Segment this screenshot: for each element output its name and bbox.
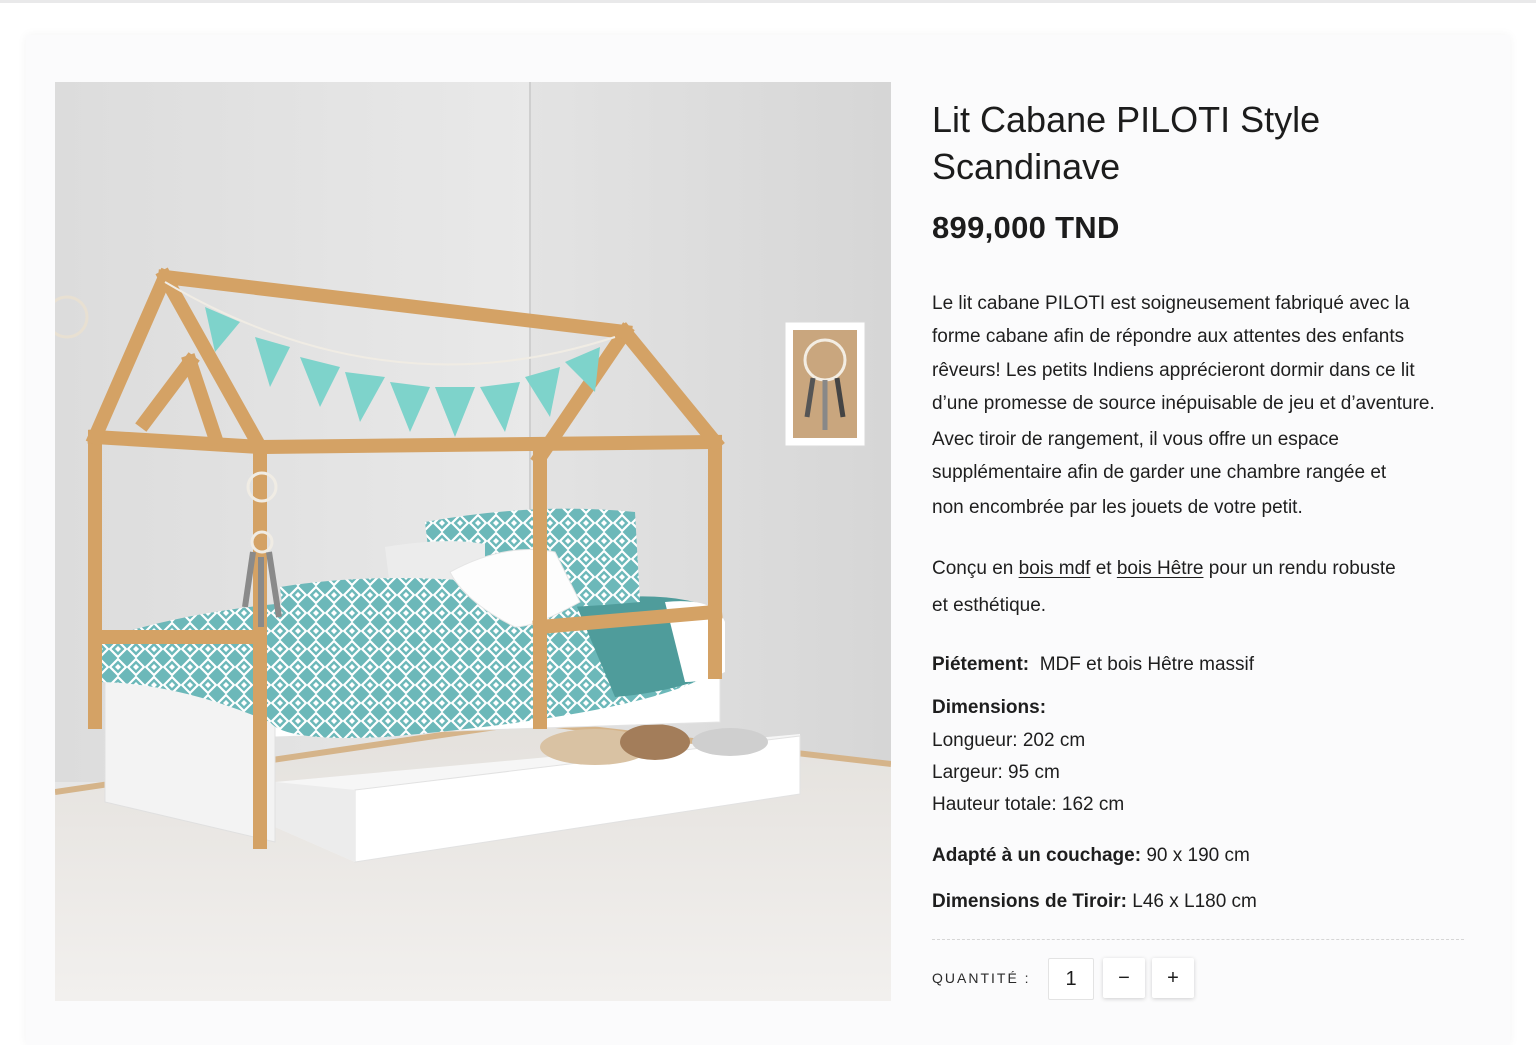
spec-drawer <box>932 891 1257 913</box>
description-line: supplémentaire afin de garder une chambre rangée et <box>932 462 1387 483</box>
spec-base <box>932 654 1254 676</box>
link-bois-hetre[interactable]: bois Hêtre <box>1116 558 1204 579</box>
spec-dimensions-label: Dimensions: <box>932 697 1047 718</box>
quantity-decrease-button[interactable]: − <box>1103 958 1145 998</box>
spec-base-label: Piétement: <box>932 654 1030 675</box>
spec-height: Hauteur totale: 162 cm <box>932 794 1125 815</box>
quantity-increase-button[interactable]: + <box>1152 958 1194 998</box>
material-suffix: pour un rendu robuste <box>1208 558 1396 579</box>
material-prefix: Conçu en <box>932 558 1014 579</box>
spec-mattress-value: 90 x 190 cm <box>1146 845 1250 866</box>
top-border <box>0 0 1536 3</box>
spec-base-value: MDF et bois Hêtre massif <box>1039 654 1255 675</box>
quantity-label: QUANTITÉ : <box>932 970 1031 986</box>
spec-length: Longueur: 202 cm <box>932 730 1086 751</box>
description-line: rêveurs! Les petits Indiens apprécieront dormir dans ce lit <box>932 360 1415 381</box>
spec-mattress-label: Adapté à un couchage: <box>932 845 1142 866</box>
description-line: forme cabane afin de répondre aux attentes des enfants <box>932 326 1405 347</box>
spec-width: Largeur: 95 cm <box>932 762 1060 783</box>
product-price: 899,000 TND <box>932 210 1120 245</box>
divider <box>932 939 1464 940</box>
spec-drawer-label: Dimensions de Tiroir: <box>932 891 1127 912</box>
material-and: et <box>1095 558 1112 579</box>
material-line-2: et esthétique. <box>932 595 1047 616</box>
quantity-input[interactable]: 1 <box>1048 958 1094 1000</box>
material-line <box>932 558 1396 580</box>
description-line: Le lit cabane PILOTI est soigneusement fabriqué avec la <box>932 293 1410 314</box>
description-line: Avec tiroir de rangement, il vous offre un espace <box>932 429 1339 450</box>
product-image[interactable] <box>55 82 891 1001</box>
link-bois-mdf[interactable]: bois mdf <box>1018 558 1091 579</box>
spec-drawer-value: L46 x L180 cm <box>1132 891 1257 912</box>
description-line: d’une promesse de source inépuisable de jeu et d’aventure. <box>932 393 1435 414</box>
bed-illustration <box>55 82 891 1001</box>
description-line: non encombrée par les jouets de votre petit. <box>932 497 1303 518</box>
spec-mattress <box>932 845 1250 867</box>
product-title: Lit Cabane PILOTI Style Scandinave <box>932 99 1321 187</box>
